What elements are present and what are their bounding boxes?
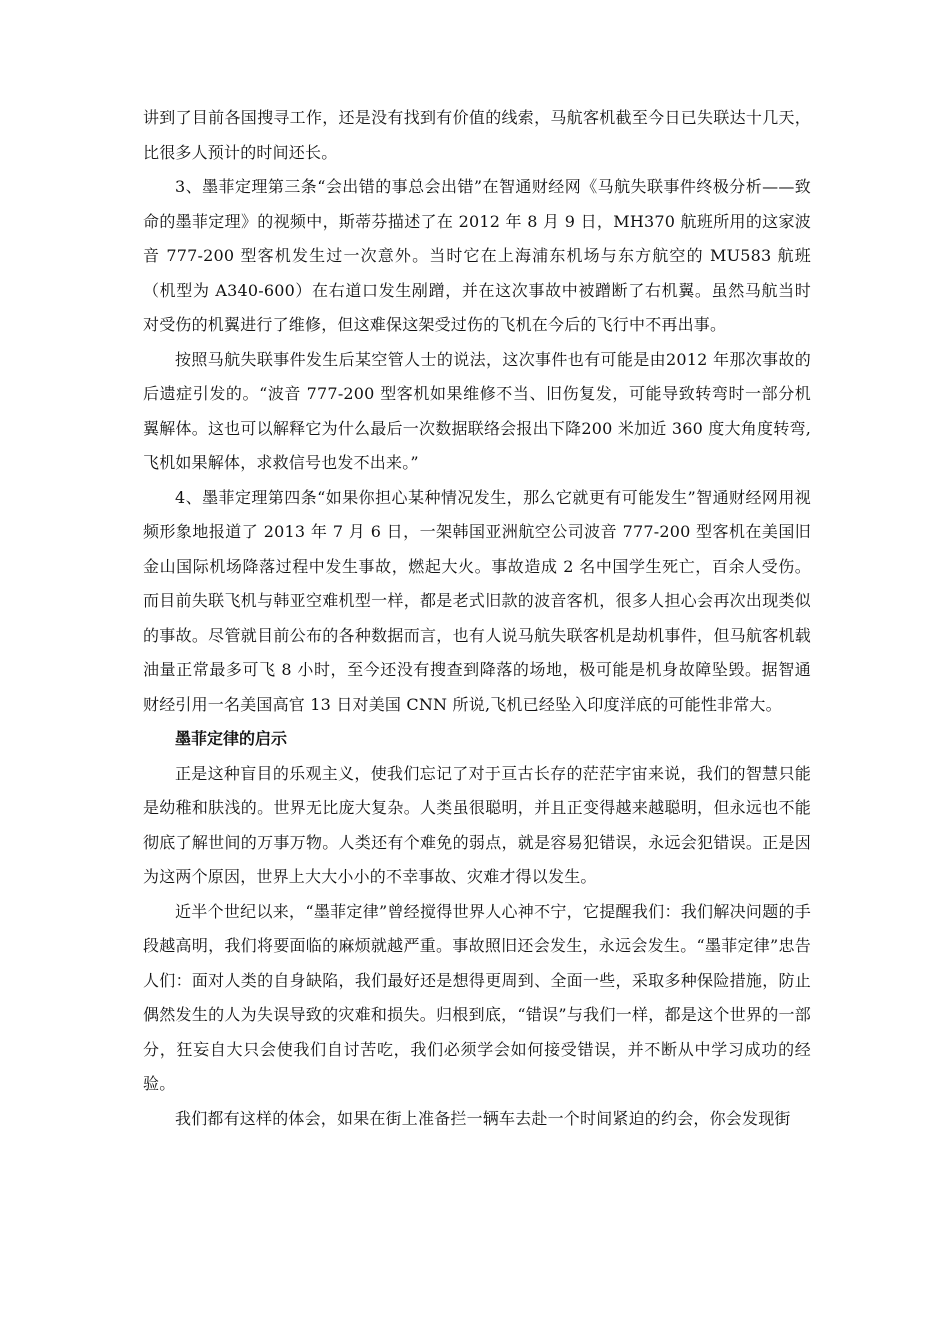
document-body	[143, 101, 811, 1136]
paragraph-murphy-law-3: 3、墨菲定理第三条“会出错的事总会出错”在智通财经网《马航失联事件终极分析——致命的墨菲定理》的视频中，斯蒂芬描述了在 2012 年 8 月 9 日，MH370 航班所用的这家波音 777-200 型客机发生过一次意外。当时它在上海浦东机场与东方航空的 MU583 航班（机型为 A340-600）在右道口发生剐蹭，并在这次事故中被蹭断了右机翼。虽然马航当时对受伤的机翼进行了维修，但这难保这架受过伤的飞机在今后的飞行中不再出事。	[143, 177, 811, 334]
section-heading: 墨菲定律的启示	[175, 729, 288, 748]
paragraph-atc-explanation: 按照马航失联事件发生后某空管人士的说法，这次事件也有可能是由2012 年那次事故的后遗症引发的。“波音 777-200 型客机如果维修不当、旧伤复发，可能导致转弯时一部分机翼解体。这也可以解释它为什么最后一次数据联络会报出下降200 米加近 360 度大角度转弯,飞机如果解体，求救信号也发不出来。”	[143, 349, 811, 472]
paragraph-search-status: 讲到了目前各国搜寻工作，还是没有找到有价值的线索，马航客机截至今日已失联达十几天，比很多人预计的时间还长。	[143, 108, 811, 162]
paragraph-taxi-experience: 我们都有这样的体会，如果在街上准备拦一辆车去赴一个时间紧迫的约会，你会发现街	[175, 1108, 791, 1128]
paragraph-murphy-law-4: 4、墨菲定理第四条“如果你担心某种情况发生，那么它就更有可能发生”智通财经网用视频形象地报道了 2013 年 7 月 6 日，一架韩国亚洲航空公司波音 777-200 型客机在美国旧金山国际机场降落过程中发生事故，燃起大火。事故造成 2 名中国学生死亡，百余人受伤。而目前失联飞机与韩亚空难机型一样，都是老式旧款的波音客机，很多人担心会再次出现类似的事故。尽管就目前公布的各种数据而言，也有人说马航失联客机是劫机事件，但马航客机载油量正常最多可飞 8 小时，至今还没有搜查到降落的场地，极可能是机身故障坠毁。据智通财经引用一名美国高官 13 日对美国 CNN 所说,飞机已经坠入印度洋底的可能性非常大。	[143, 487, 811, 714]
paragraph-murphy-advice: 近半个世纪以来，“墨菲定律”曾经搅得世界人心神不宁，它提醒我们：我们解决问题的手段越高明，我们将要面临的麻烦就越严重。事故照旧还会发生，永远会发生。“墨菲定律”忠告人们：面对人类的自身缺陷，我们最好还是想得更周到、全面一些，采取多种保险措施，防止偶然发生的人为失误导致的灾难和损失。归根到底，“错误”与我们一样，都是这个世界的一部分，狂妄自大只会使我们自讨苦吃，我们必须学会如何接受错误，并不断从中学习成功的经验。	[143, 901, 811, 1093]
paragraph-blind-optimism: 正是这种盲目的乐观主义，使我们忘记了对于亘古长存的茫茫宇宙来说，我们的智慧只能是幼稚和肤浅的。世界无比庞大复杂。人类虽很聪明，并且正变得越来越聪明，但永远也不能彻底了解世间的万事万物。人类还有个难免的弱点，就是容易犯错误，永远会犯错误。正是因为这两个原因，世界上大大小小的不幸事故、灾难才得以发生。	[143, 763, 811, 886]
